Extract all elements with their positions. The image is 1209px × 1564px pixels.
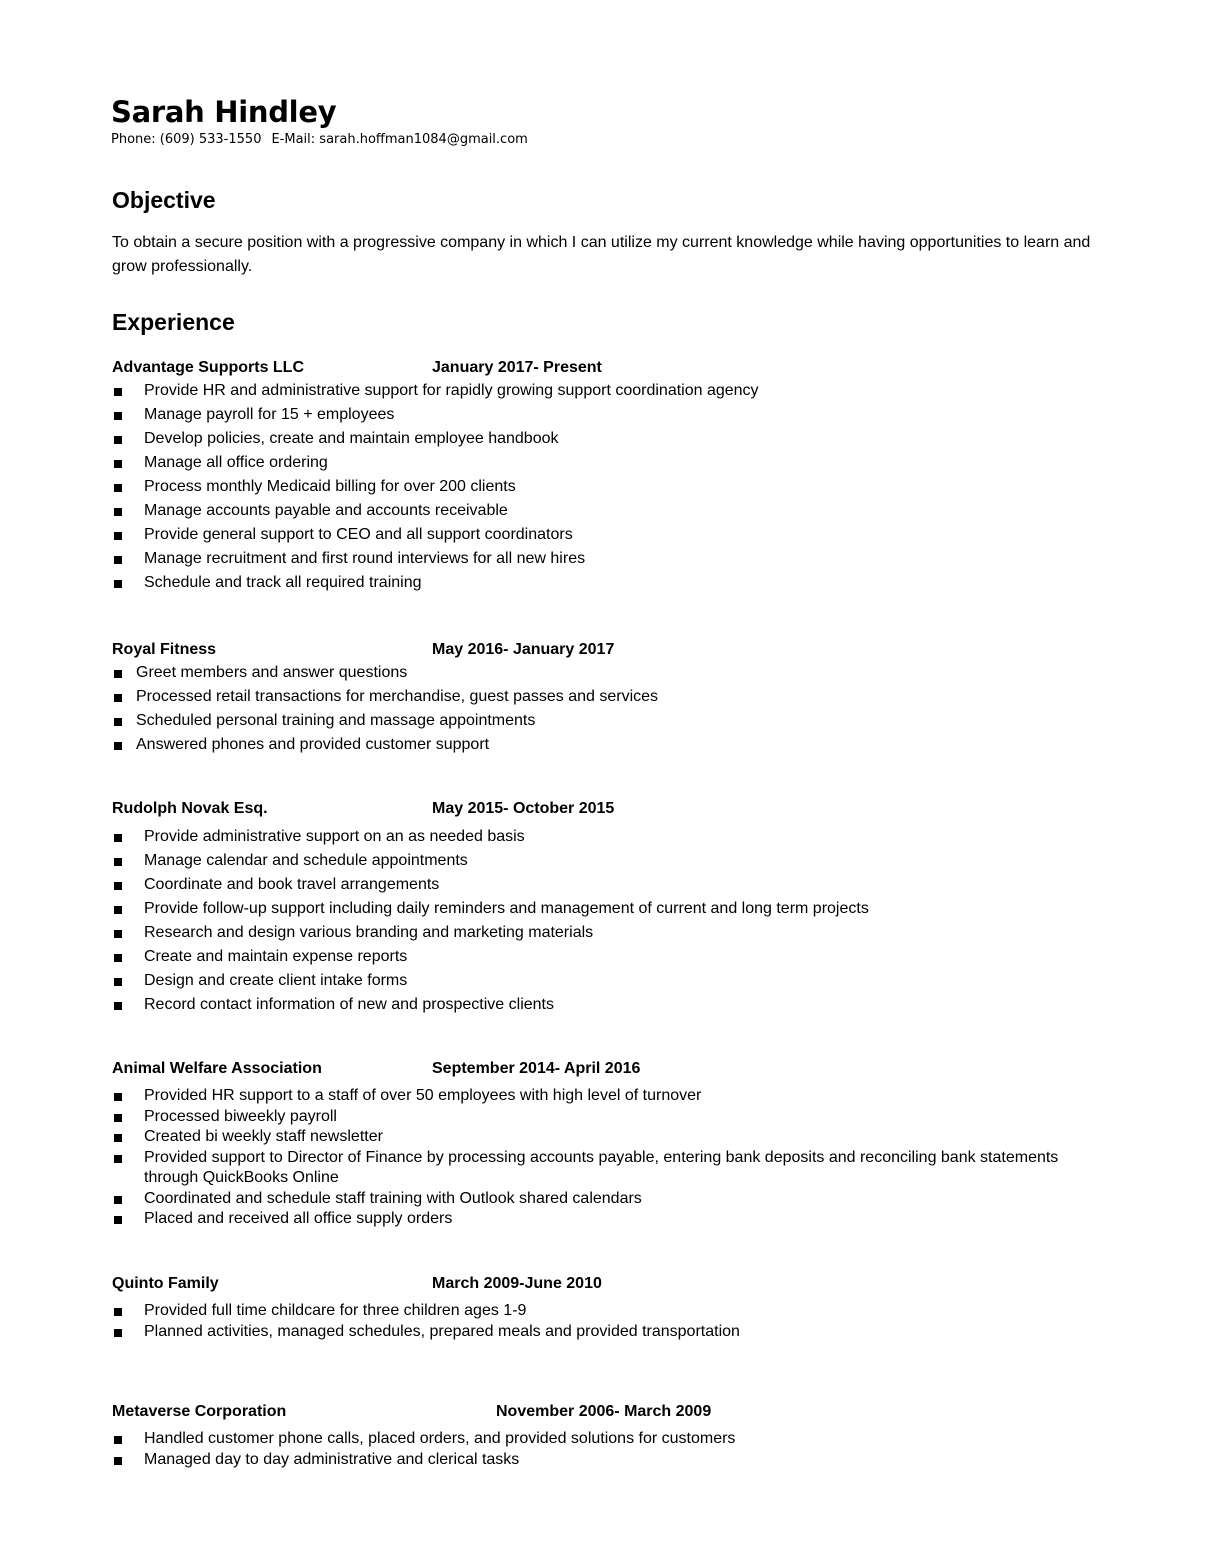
duty-item <box>112 969 1112 993</box>
square-bullet-icon <box>114 412 122 420</box>
job-duties <box>112 661 1112 757</box>
duty-item <box>112 993 1112 1017</box>
duty-text: Processed biweekly payroll <box>144 1107 337 1125</box>
square-bullet-icon <box>114 508 122 516</box>
duty-item <box>112 1301 1112 1322</box>
job-entry <box>112 1273 1112 1342</box>
duty-item <box>112 571 1112 595</box>
duty-text: Schedule and track all required training <box>144 574 422 591</box>
job-entry <box>112 639 1112 757</box>
square-bullet-icon <box>114 718 122 726</box>
duty-text: Planned activities, managed schedules, prepared meals and provided transportation <box>144 1322 740 1340</box>
duty-text: Record contact information of new and prospective clients <box>144 996 554 1013</box>
duty-item <box>112 1127 1112 1148</box>
square-bullet-icon <box>114 532 122 540</box>
duty-text: Manage calendar and schedule appointments <box>144 852 468 869</box>
job-company: Animal Welfare Association <box>112 1060 322 1077</box>
job-dates: May 2015- October 2015 <box>432 800 615 817</box>
square-bullet-icon <box>114 1002 122 1010</box>
square-bullet-icon <box>114 436 122 444</box>
duty-text: Provide follow-up support including daily reminders and management of current and long term projects <box>144 900 869 917</box>
square-bullet-icon <box>114 930 122 938</box>
duty-item <box>112 475 1112 499</box>
duty-item <box>112 733 1112 757</box>
square-bullet-icon <box>114 484 122 492</box>
duty-text: Develop policies, create and maintain employee handbook <box>144 430 559 447</box>
square-bullet-icon <box>114 906 122 914</box>
duty-item <box>112 661 1112 685</box>
job-entry <box>112 1401 1112 1470</box>
duty-item <box>112 945 1112 969</box>
objective-heading: Objective <box>112 187 216 213</box>
duty-text: Manage accounts payable and accounts receivable <box>144 502 508 519</box>
square-bullet-icon <box>114 694 122 702</box>
duty-text: Manage payroll for 15 + employees <box>144 406 395 423</box>
duty-item <box>112 379 1112 403</box>
job-header <box>112 639 1112 661</box>
square-bullet-icon <box>114 1329 122 1337</box>
job-header <box>112 1401 1112 1423</box>
objective-text: To obtain a secure position with a progressive company in which I can utilize my current knowledge while having opportunities to learn and grow professionally. <box>112 234 1091 275</box>
duty-item <box>112 523 1112 547</box>
duty-text: Provided full time childcare for three children ages 1-9 <box>144 1302 527 1319</box>
duty-item <box>112 1086 1112 1107</box>
duty-item <box>112 547 1112 571</box>
square-bullet-icon <box>114 858 122 866</box>
duty-text: Provide general support to CEO and all support coordinators <box>144 526 573 543</box>
duty-text: Managed day to day administrative and clerical tasks <box>144 1450 520 1468</box>
duty-text: Greet members and answer questions <box>136 664 408 681</box>
job-entry <box>112 1058 1112 1230</box>
duty-text: Manage recruitment and first round interviews for all new hires <box>144 550 586 567</box>
duty-item <box>112 1189 1112 1210</box>
duty-item <box>112 873 1112 897</box>
square-bullet-icon <box>114 388 122 396</box>
duty-item <box>112 403 1112 427</box>
duty-item <box>112 1450 1112 1471</box>
duty-text: Provide administrative support on an as needed basis <box>144 828 525 845</box>
duty-text: Placed and received all office supply orders <box>144 1210 453 1227</box>
job-duties <box>112 1301 1112 1342</box>
square-bullet-icon <box>114 460 122 468</box>
square-bullet-icon <box>114 882 122 890</box>
job-company: Advantage Supports LLC <box>112 359 305 376</box>
duty-text: Design and create client intake forms <box>144 972 408 989</box>
job-entry <box>112 798 1112 1017</box>
duty-text: Answered phones and provided customer support <box>136 736 490 753</box>
duty-text: Scheduled personal training and massage appointments <box>136 712 536 729</box>
experience-heading: Experience <box>112 309 235 335</box>
job-dates: November 2006- March 2009 <box>496 1403 712 1420</box>
duty-item <box>112 1209 1112 1230</box>
duty-text: Coordinated and schedule staff training with Outlook shared calendars <box>144 1189 642 1207</box>
square-bullet-icon <box>114 834 122 842</box>
square-bullet-icon <box>114 1093 122 1101</box>
square-bullet-icon <box>114 1436 122 1444</box>
job-company: Royal Fitness <box>112 641 217 658</box>
duty-item <box>112 709 1112 733</box>
job-duties <box>112 825 1112 1017</box>
square-bullet-icon <box>114 1457 122 1465</box>
job-dates: September 2014- April 2016 <box>432 1060 641 1077</box>
duty-text: Coordinate and book travel arrangements <box>144 876 440 893</box>
phone-number: Phone: (609) 533-1550 <box>111 132 262 147</box>
duty-item <box>112 921 1112 945</box>
duty-item <box>112 897 1112 921</box>
candidate-name: Sarah Hindley <box>111 95 337 129</box>
job-company: Metaverse Corporation <box>112 1403 287 1420</box>
square-bullet-icon <box>114 556 122 564</box>
job-duties <box>112 1086 1112 1230</box>
duty-text: Research and design various branding and marketing materials <box>144 924 594 941</box>
square-bullet-icon <box>114 978 122 986</box>
square-bullet-icon <box>114 742 122 750</box>
duty-text: Create and maintain expense reports <box>144 948 408 965</box>
job-header <box>112 1058 1112 1080</box>
duty-item <box>112 1429 1112 1450</box>
job-company: Rudolph Novak Esq. <box>112 800 268 817</box>
job-header <box>112 1273 1112 1295</box>
job-dates: May 2016- January 2017 <box>432 641 615 658</box>
duty-item <box>112 849 1112 873</box>
duty-item <box>112 1322 1112 1343</box>
job-header <box>112 357 1112 379</box>
job-duties <box>112 1429 1112 1470</box>
duty-text: Provide HR and administrative support for rapidly growing support coordination agency <box>144 382 759 399</box>
job-header <box>112 798 1112 820</box>
job-company: Quinto Family <box>112 1275 219 1292</box>
email-address: E-Mail: sarah.hoffman1084@gmail.com <box>271 132 528 147</box>
duty-text: Created bi weekly staff newsletter <box>144 1128 383 1145</box>
square-bullet-icon <box>114 580 122 588</box>
duty-item <box>112 1148 1112 1189</box>
duty-text: Provided support to Director of Finance by processing accounts payable, entering bank deposits and reconciling bank statements through QuickBooks Online <box>144 1148 1059 1186</box>
duty-item <box>112 825 1112 849</box>
job-dates: March 2009-June 2010 <box>432 1275 602 1292</box>
square-bullet-icon <box>114 1155 122 1163</box>
duty-text: Handled customer phone calls, placed orders, and provided solutions for customers <box>144 1430 736 1447</box>
duty-text: Provided HR support to a staff of over 50 employees with high level of turnover <box>144 1087 702 1104</box>
duty-item <box>112 499 1112 523</box>
square-bullet-icon <box>114 954 122 962</box>
job-entry <box>112 357 1112 595</box>
duty-item <box>112 427 1112 451</box>
duty-item <box>112 1107 1112 1128</box>
duty-text: Manage all office ordering <box>144 454 328 471</box>
square-bullet-icon <box>114 670 122 678</box>
square-bullet-icon <box>114 1308 122 1316</box>
square-bullet-icon <box>114 1114 122 1122</box>
duty-item <box>112 451 1112 475</box>
job-duties <box>112 379 1112 595</box>
square-bullet-icon <box>114 1196 122 1204</box>
job-dates: January 2017- Present <box>432 359 602 376</box>
contact-info <box>111 131 538 149</box>
duty-text: Process monthly Medicaid billing for over 200 clients <box>144 478 516 495</box>
duty-text: Processed retail transactions for merchandise, guest passes and services <box>136 688 659 705</box>
square-bullet-icon <box>114 1216 122 1224</box>
square-bullet-icon <box>114 1134 122 1142</box>
duty-item <box>112 685 1112 709</box>
